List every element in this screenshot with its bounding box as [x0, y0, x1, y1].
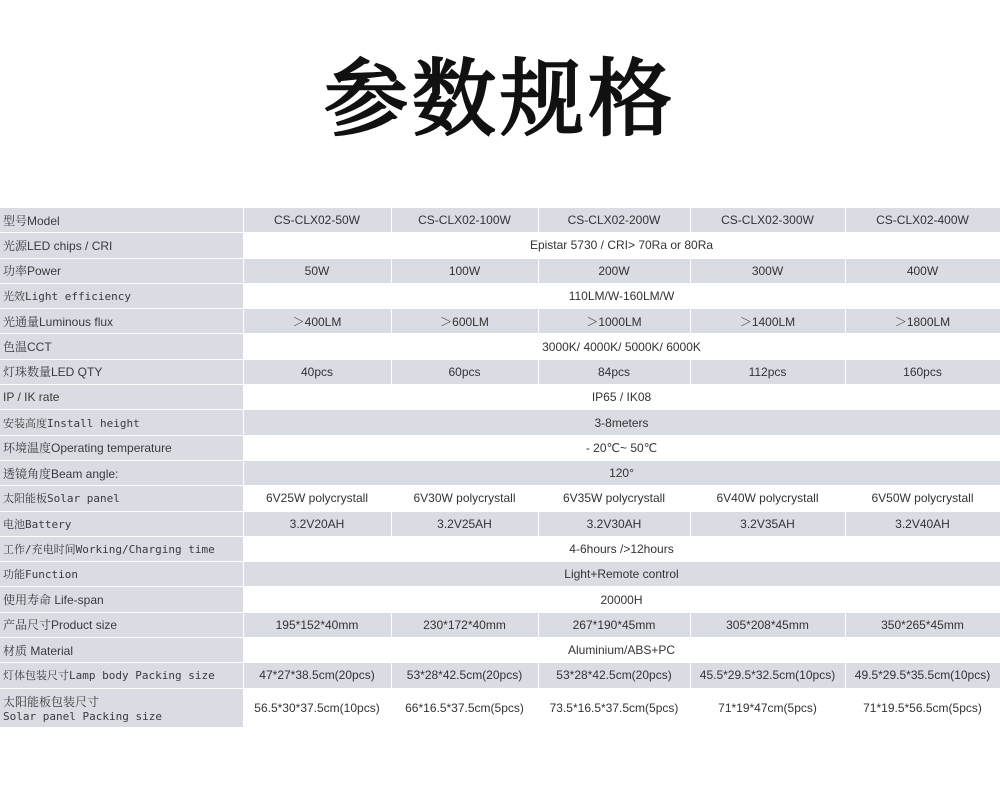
spec-label-text: 色温CCT [3, 340, 52, 355]
spec-value: 50W [243, 258, 391, 283]
spec-label [0, 334, 243, 359]
spec-label [0, 359, 243, 384]
spec-row [0, 587, 1000, 612]
spec-row [0, 663, 1000, 688]
spec-table [0, 208, 1000, 728]
spec-value: ＞1800LM [845, 309, 1000, 334]
spec-value: 6V50W polycrystall [845, 486, 1000, 511]
spec-label [0, 638, 243, 663]
spec-value: ＞1400LM [690, 309, 845, 334]
spec-value-merged: 120° [243, 460, 1000, 485]
spec-value: 3.2V25AH [391, 511, 538, 536]
spec-label [0, 460, 243, 485]
spec-row [0, 486, 1000, 511]
spec-row [0, 283, 1000, 308]
spec-value: 73.5*16.5*37.5cm(5pcs) [538, 688, 690, 727]
spec-label-text: 安装高度Install height [3, 416, 140, 430]
spec-label-text: 太阳能板Solar panel [3, 492, 120, 506]
spec-value: 112pcs [690, 359, 845, 384]
spec-row [0, 359, 1000, 384]
spec-value: 53*28*42.5cm(20pcs) [391, 663, 538, 688]
spec-label [0, 435, 243, 460]
spec-row [0, 309, 1000, 334]
spec-row [0, 208, 1000, 233]
spec-value-merged: Epistar 5730 / CRI> 70Ra or 80Ra [243, 233, 1000, 258]
spec-value: 47*27*38.5cm(20pcs) [243, 663, 391, 688]
spec-label-text: 灯珠数量LED QTY [3, 365, 103, 380]
spec-label-text: 工作/充电时间Working/Charging time [3, 543, 215, 556]
spec-label-text: 光源LED chips / CRI [3, 238, 113, 253]
spec-label-text: 灯体包装尺寸Lamp body Packing size [3, 669, 215, 683]
spec-value: ＞600LM [391, 309, 538, 334]
spec-label [0, 688, 243, 727]
spec-label [0, 410, 243, 435]
spec-value-merged: 3000K/ 4000K/ 5000K/ 6000K [243, 334, 1000, 359]
spec-value: 305*208*45mm [690, 612, 845, 637]
spec-value: 300W [690, 258, 845, 283]
spec-label [0, 612, 243, 637]
spec-label [0, 486, 243, 511]
spec-value: 6V40W polycrystall [690, 486, 845, 511]
spec-label-text: 光通量Luminous flux [3, 314, 114, 329]
spec-row [0, 688, 1000, 727]
spec-sublabel-text: Solar panel Packing size [3, 709, 162, 723]
spec-value: 230*172*40mm [391, 612, 538, 637]
spec-label [0, 587, 243, 612]
spec-value-merged: 4-6hours />12hours [243, 536, 1000, 561]
spec-label [0, 309, 243, 334]
spec-value-merged: Light+Remote control [243, 562, 1000, 587]
spec-value-merged: IP65 / IK08 [243, 385, 1000, 410]
spec-label [0, 511, 243, 536]
spec-value: 400W [845, 258, 1000, 283]
spec-value: 3.2V20AH [243, 511, 391, 536]
spec-value: 60pcs [391, 359, 538, 384]
spec-value-merged: 110LM/W-160LM/W [243, 283, 1000, 308]
spec-row [0, 612, 1000, 637]
spec-value-merged: 20000H [243, 587, 1000, 612]
spec-row [0, 258, 1000, 283]
spec-value: 45.5*29.5*32.5cm(10pcs) [690, 663, 845, 688]
spec-value: ＞1000LM [538, 309, 690, 334]
spec-value: 100W [391, 258, 538, 283]
spec-value: 350*265*45mm [845, 612, 1000, 637]
spec-value: 3.2V35AH [690, 511, 845, 536]
spec-row [0, 511, 1000, 536]
spec-value: 3.2V40AH [845, 511, 1000, 536]
spec-row [0, 435, 1000, 460]
spec-value: 71*19.5*56.5cm(5pcs) [845, 688, 1000, 727]
spec-value: 53*28*42.5cm(20pcs) [538, 663, 690, 688]
spec-value: CS-CLX02-300W [690, 208, 845, 233]
page-title: 参数规格 [323, 50, 676, 148]
spec-row [0, 562, 1000, 587]
spec-value-merged: - 20℃~ 50℃ [243, 435, 1000, 460]
spec-label [0, 233, 243, 258]
spec-row [0, 385, 1000, 410]
spec-label-text: 功能Function [3, 568, 78, 582]
spec-value: CS-CLX02-400W [845, 208, 1000, 233]
spec-label-text: 型号Model [3, 213, 60, 228]
spec-value: 84pcs [538, 359, 690, 384]
spec-value: 66*16.5*37.5cm(5pcs) [391, 688, 538, 727]
spec-value: 6V25W polycrystall [243, 486, 391, 511]
spec-label [0, 536, 243, 561]
spec-label-text: 太阳能板包装尺寸 [3, 694, 100, 709]
spec-label-text: 环境温度Operating temperature [3, 441, 172, 456]
spec-value: 160pcs [845, 359, 1000, 384]
spec-value: 56.5*30*37.5cm(10pcs) [243, 688, 391, 727]
spec-label-text: IP / IK rate [3, 390, 60, 405]
spec-label-text: 材质 Material [3, 643, 74, 658]
spec-value: 267*190*45mm [538, 612, 690, 637]
spec-value: CS-CLX02-200W [538, 208, 690, 233]
spec-label-text: 透镜角度Beam angle: [3, 466, 119, 481]
spec-row [0, 638, 1000, 663]
spec-value: ＞400LM [243, 309, 391, 334]
spec-label-text: 功率Power [3, 264, 62, 279]
spec-value: CS-CLX02-50W [243, 208, 391, 233]
spec-label-text: 电池Battery [3, 517, 72, 531]
spec-value: 3.2V30AH [538, 511, 690, 536]
spec-value: 49.5*29.5*35.5cm(10pcs) [845, 663, 1000, 688]
spec-label [0, 385, 243, 410]
spec-label-text: 产品尺寸Product size [3, 618, 118, 633]
spec-value: 40pcs [243, 359, 391, 384]
spec-label [0, 283, 243, 308]
spec-table-body [0, 208, 1000, 727]
spec-value: 71*19*47cm(5pcs) [690, 688, 845, 727]
spec-row [0, 536, 1000, 561]
spec-value: 6V30W polycrystall [391, 486, 538, 511]
spec-value: CS-CLX02-100W [391, 208, 538, 233]
spec-row [0, 410, 1000, 435]
spec-row [0, 233, 1000, 258]
spec-row [0, 460, 1000, 485]
spec-label [0, 258, 243, 283]
spec-value: 6V35W polycrystall [538, 486, 690, 511]
spec-label [0, 562, 243, 587]
spec-label [0, 663, 243, 688]
spec-value: 195*152*40mm [243, 612, 391, 637]
spec-label-text: 光效Light efficiency [3, 290, 131, 304]
spec-value-merged: 3-8meters [243, 410, 1000, 435]
spec-value-merged: Aluminium/ABS+PC [243, 638, 1000, 663]
spec-value: 200W [538, 258, 690, 283]
spec-row [0, 334, 1000, 359]
spec-label [0, 208, 243, 233]
spec-label-text: 使用寿命 Life-span [3, 593, 104, 608]
